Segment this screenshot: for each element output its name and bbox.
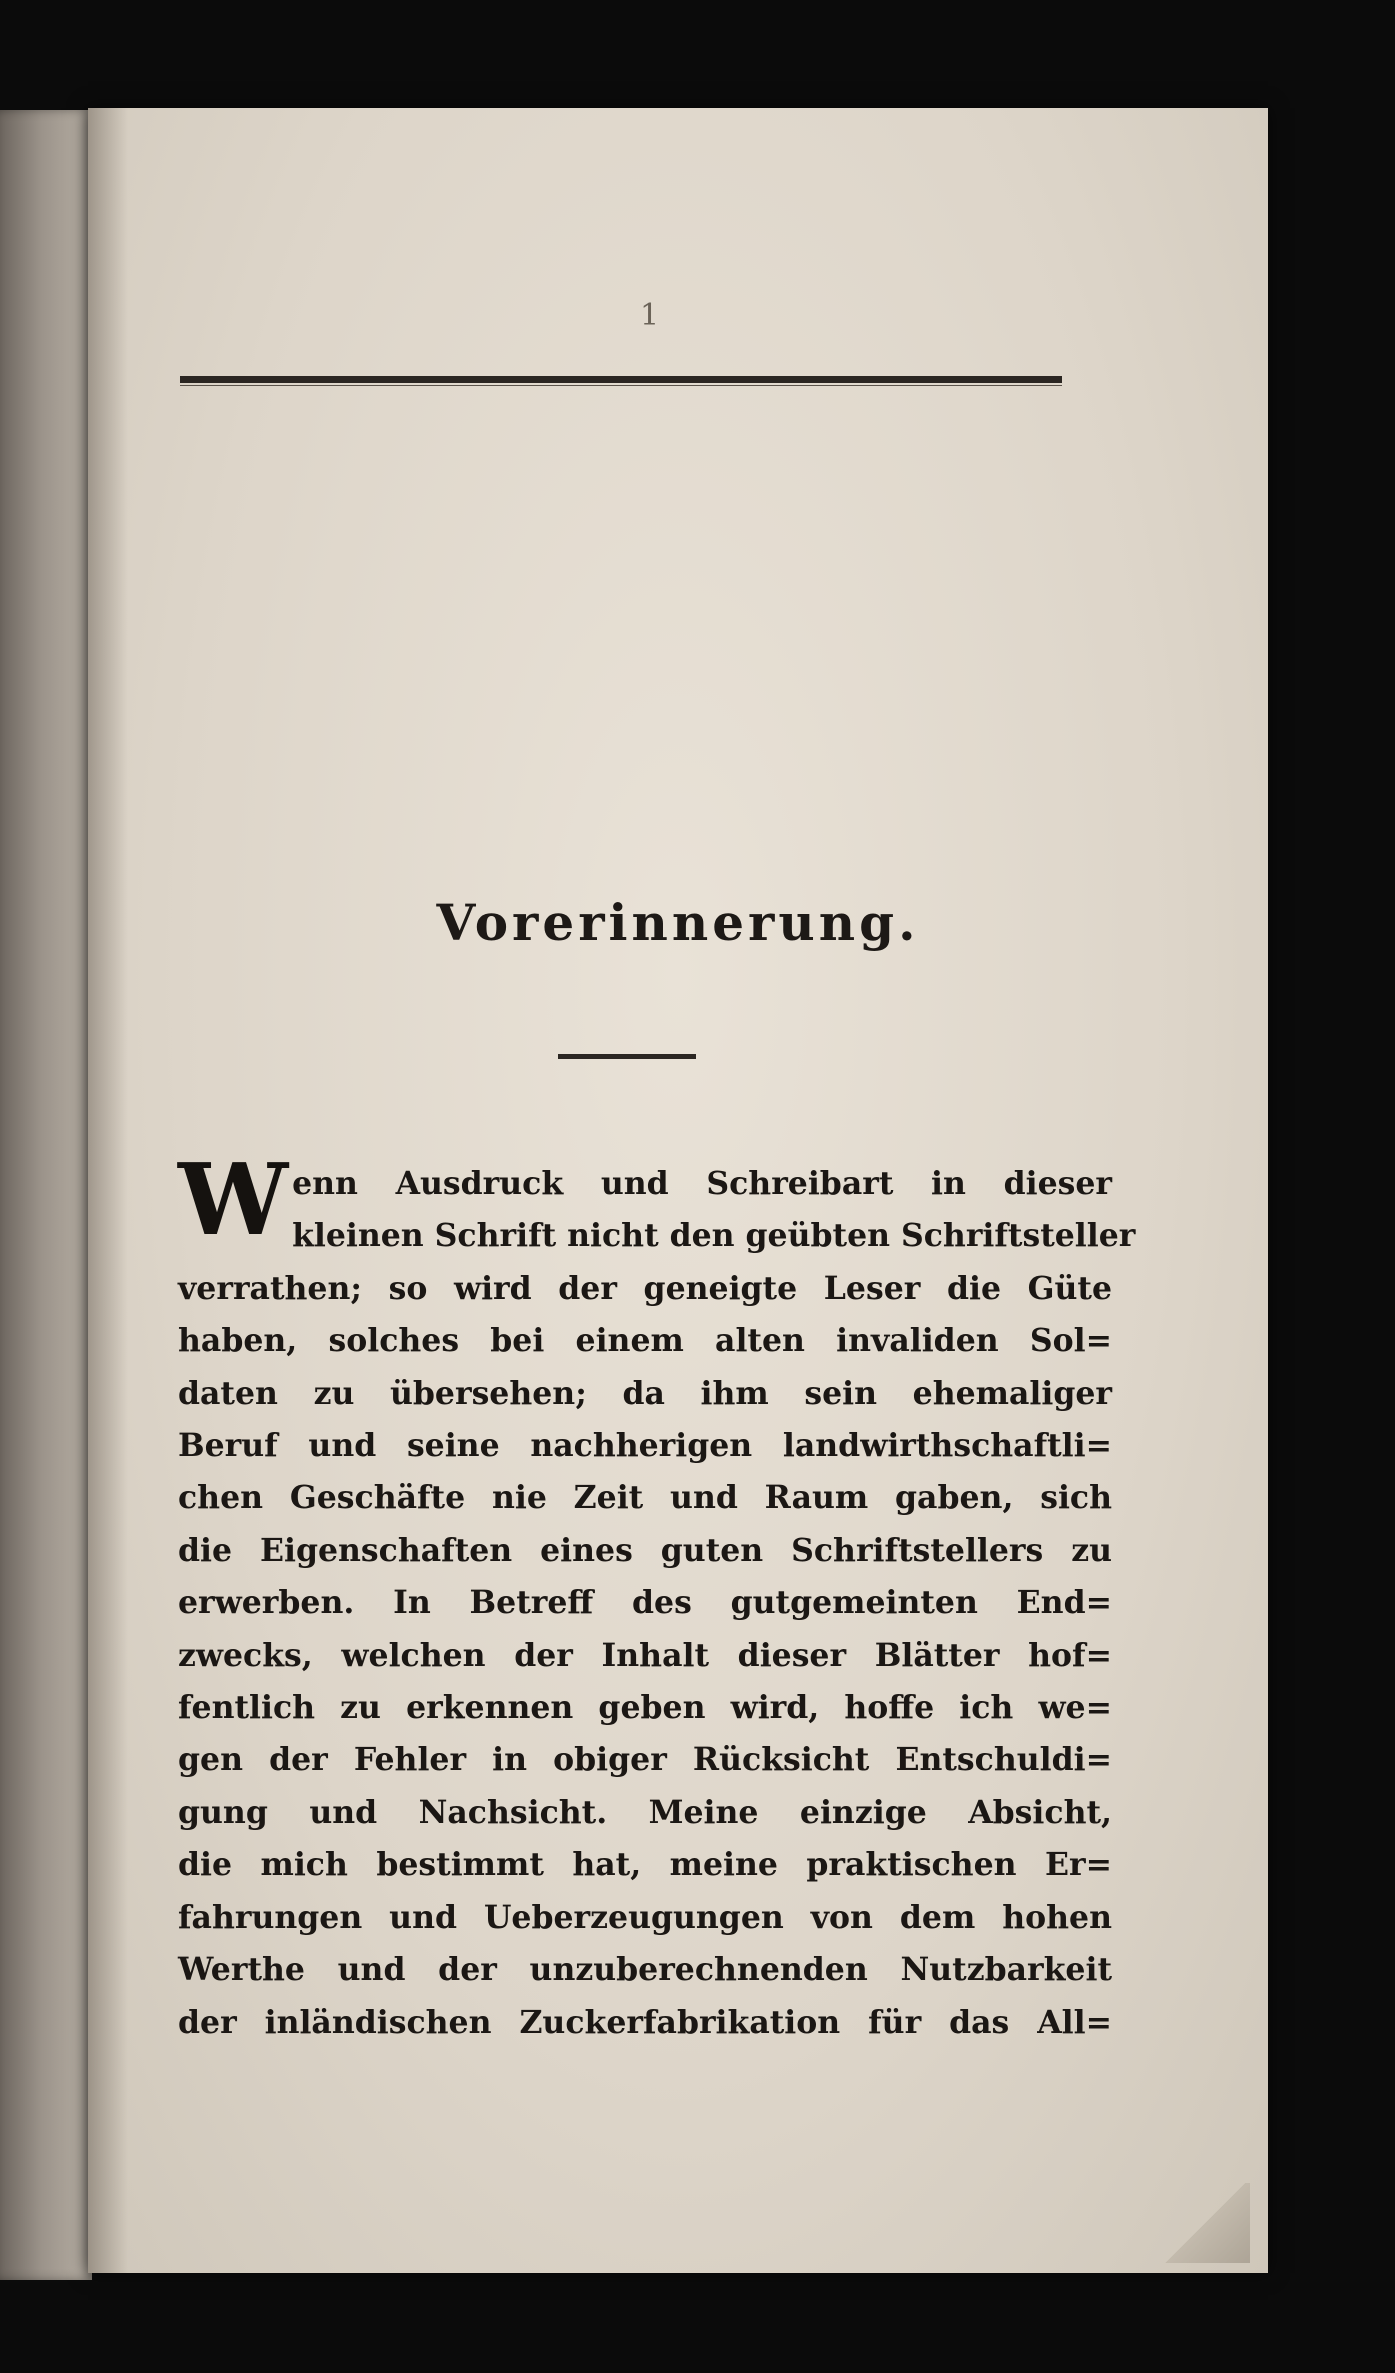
text-line: die mich bestimmt hat, meine praktischen Er= <box>178 1846 1112 1884</box>
text-line: gung und Nachsicht. Meine einzige Absicht, <box>178 1793 1112 1831</box>
book-page <box>88 108 1268 2273</box>
preface-text <box>178 1143 1136 2049</box>
text-line: Werthe und der unzuberechnenden Nutzbarkeit <box>178 1951 1112 1989</box>
heading-divider <box>558 1054 696 1059</box>
page-heading: Vorerinnerung. <box>436 893 920 952</box>
drop-cap-initial: W <box>178 1143 289 1258</box>
header-rule <box>180 376 1062 383</box>
worn-page-corner <box>1160 2183 1250 2263</box>
text-line: chen Geschäfte nie Zeit und Raum gaben, sich <box>178 1479 1112 1517</box>
text-line: die Eigenschaften eines guten Schriftstellers zu <box>178 1531 1112 1569</box>
text-line: enn Ausdruck und Schreibart in dieser <box>292 1165 1112 1202</box>
text-line: haben, solches bei einem alten invaliden Sol= <box>178 1322 1112 1360</box>
text-line: zwecks, welchen der Inhalt dieser Blätter hof= <box>178 1636 1112 1674</box>
text-line: fahrungen und Ueberzeugungen von dem hohen <box>178 1898 1112 1936</box>
page-gutter <box>88 108 128 2273</box>
text-line: fentlich zu erkennen geben wird, hoffe ich we= <box>178 1689 1112 1727</box>
facing-page-edge <box>0 110 92 2280</box>
page-number: 1 <box>640 298 660 333</box>
text-line: gen der Fehler in obiger Rücksicht Entschuldi= <box>178 1741 1112 1779</box>
text-line: der inländischen Zuckerfabrikation für das All= <box>178 2003 1112 2041</box>
text-line: daten zu übersehen; da ihm sein ehemaliger <box>178 1374 1112 1412</box>
text-line: erwerben. In Betreff des gutgemeinten End= <box>178 1584 1112 1622</box>
text-line: kleinen Schrift nicht den geübten Schriftsteller <box>292 1217 1136 1255</box>
text-line: Beruf und seine nachherigen landwirthschaftli= <box>178 1427 1112 1465</box>
text-line: verrathen; so wird der geneigte Leser die Güte <box>178 1269 1112 1307</box>
